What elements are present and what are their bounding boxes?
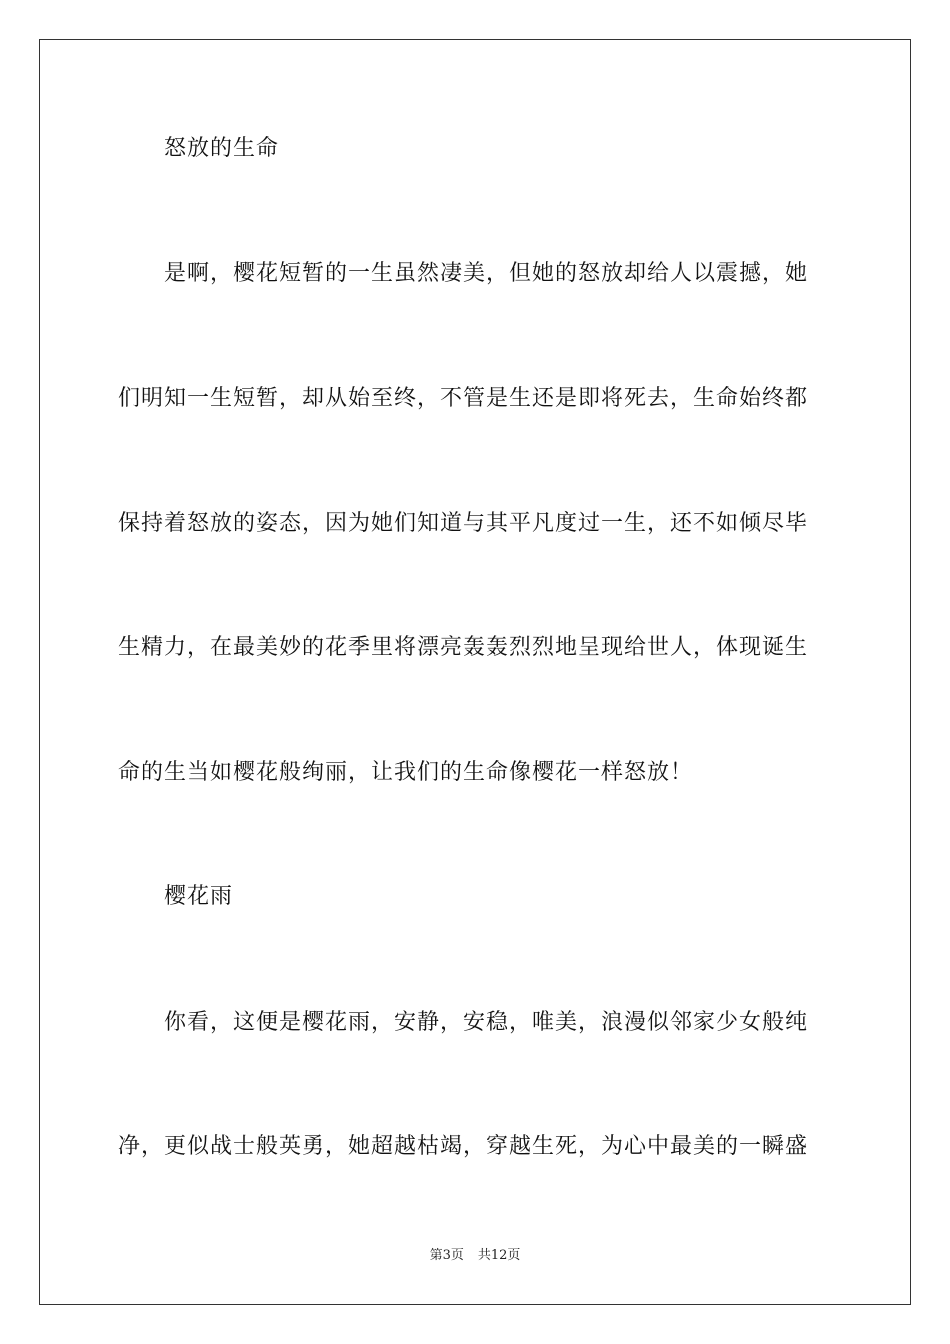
- paragraph-line: 你看，这便是樱花雨，安静，安稳，唯美，浪漫似邻家少女般纯: [164, 1010, 809, 1035]
- paragraph-line: 净，更似战士般英勇，她超越枯竭，穿越生死，为心中最美的一瞬盛: [118, 1134, 809, 1159]
- paragraph-line: 生精力，在最美妙的花季里将漂亮轰轰烈烈地呈现给世人，体现诞生: [118, 635, 809, 660]
- paragraph-line: 命的生当如樱花般绚丽，让我们的生命像樱花一样怒放！: [118, 760, 694, 785]
- section-heading: 樱花雨: [164, 884, 234, 909]
- paragraph-line: 保持着怒放的姿态，因为她们知道与其平凡度过一生，还不如倾尽毕: [118, 511, 809, 536]
- page-border: [39, 39, 911, 1305]
- page-number: 第3页: [429, 1248, 464, 1263]
- paragraph-line: 们明知一生短暂，却从始至终，不管是生还是即将死去，生命始终都: [118, 386, 809, 411]
- page-total: 共12页: [477, 1248, 521, 1263]
- page-footer: [0, 1247, 950, 1265]
- paragraph-line: 是啊，樱花短暂的一生虽然凄美，但她的怒放却给人以震撼，她: [164, 261, 809, 286]
- section-heading: 怒放的生命: [164, 136, 280, 161]
